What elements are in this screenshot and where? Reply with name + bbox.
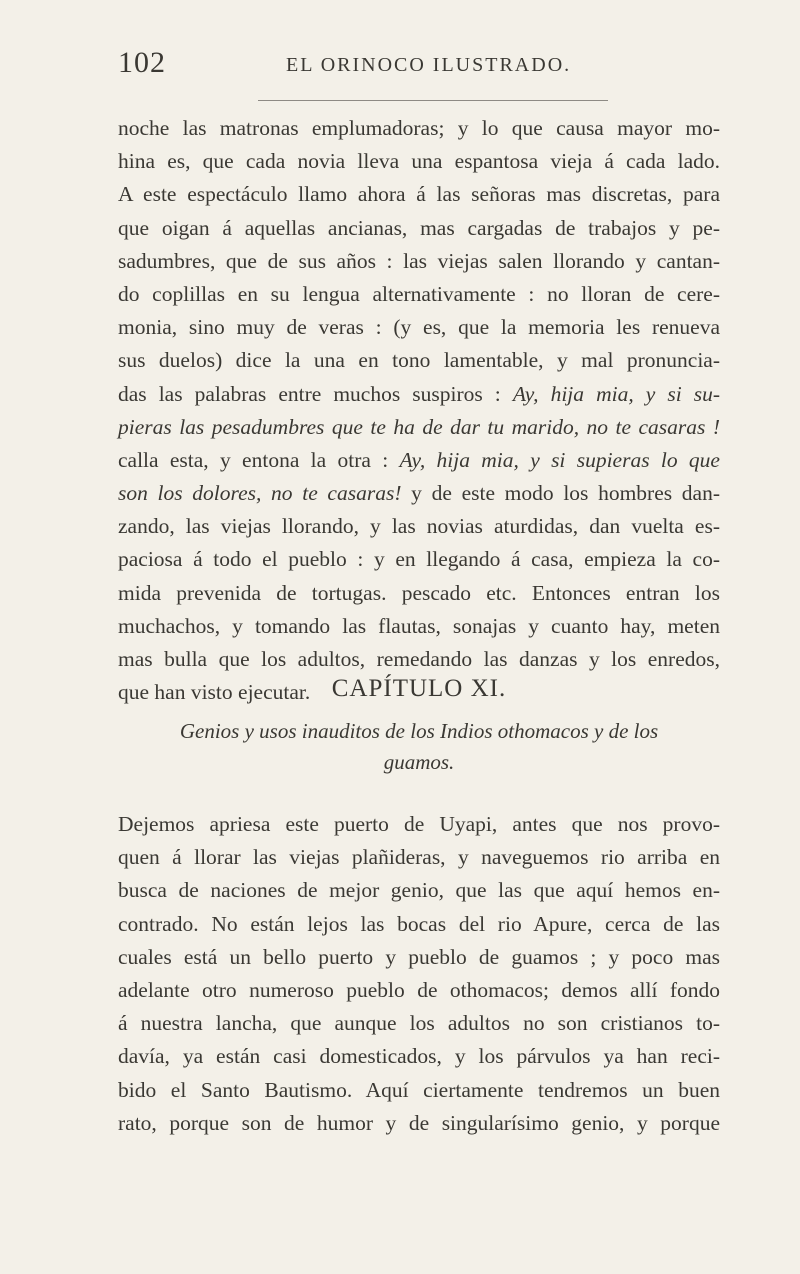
text-segment: y de este modo los hombres dan- <box>411 481 721 506</box>
text-line: monia, sino muy de veras : (y es, que la memoria les renueva <box>118 315 720 340</box>
text-line: á nuestra lancha, que aunque los adultos no son cristianos to- <box>118 1011 720 1036</box>
text-line: sadumbres, que de sus años : las viejas salen llorando y cantan- <box>118 248 720 273</box>
text-line: Dejemos apriesa este puerto de Uyapi, antes que nos provo- <box>118 812 720 836</box>
text-line: do coplillas en su lengua alternativamente : no lloran de cere- <box>118 281 720 306</box>
text-line: que han visto ejecutar. <box>118 680 311 705</box>
italic-segment: Ay, hija mia, y si su- <box>512 381 721 406</box>
text-line: mas bulla que los adultos, remedando las danzas y los enredos, <box>118 647 720 671</box>
text-line-mixed <box>118 378 720 411</box>
text-line: mida prevenida de tortugas. pescado etc. Entonces entran los <box>118 580 720 605</box>
text-line: bido el Santo Bautismo. Aquí ciertamente tendremos un buen <box>118 1077 720 1102</box>
text-line: noche las matronas emplumadoras; y lo que causa mayor mo- <box>118 116 720 140</box>
text-line: cuales está un bello puerto y pueblo de guamos ; y poco mas <box>118 944 720 969</box>
running-head: EL ORINOCO ILUSTRADO. <box>286 54 572 76</box>
page-header <box>118 46 720 86</box>
text-line: A este espectáculo llamo ahora á las señoras mas discretas, para <box>118 182 720 207</box>
italic-segment: son los dolores, no te casaras! <box>118 481 402 506</box>
text-line-mixed <box>118 444 720 477</box>
page-number: 102 <box>118 46 166 79</box>
text-line: busca de naciones de mejor genio, que las que aquí hemos en- <box>118 878 720 903</box>
text-line <box>118 411 720 444</box>
text-line: adelante otro numeroso pueblo de othomacos; demos allí fondo <box>118 977 720 1002</box>
chapter-subtitle <box>118 716 720 778</box>
text-line: muchachos, y tomando las flautas, sonajas y cuanto hay, meten <box>118 613 720 638</box>
text-line: quen á llorar las viejas plañideras, y naveguemos rio arriba en <box>118 845 720 870</box>
paragraph-1 <box>118 112 720 709</box>
text-line: davía, ya están casi domesticados, y los párvulos ya han reci- <box>118 1044 720 1069</box>
text-line: que oigan á aquellas ancianas, mas cargadas de trabajos y pe- <box>118 215 720 240</box>
italic-segment: Ay, hija mia, y si supieras lo que <box>399 447 720 472</box>
paragraph-2 <box>118 808 720 1140</box>
text-segment: calla esta, y entona la otra : <box>118 447 389 472</box>
italic-segment: pieras las pesadumbres que te ha de dar tu marido, no te casaras ! <box>118 414 720 439</box>
text-line: hina es, que cada novia lleva una espantosa vieja á cada lado. <box>118 149 720 174</box>
chapter-title: CAPÍTULO XI. <box>331 675 507 702</box>
text-line: zando, las viejas llorando, y las novias aturdidas, dan vuelta es- <box>118 514 720 539</box>
text-segment: das las palabras entre muchos suspiros : <box>118 381 501 406</box>
subtitle-line: Genios y usos inauditos de los Indios othomacos y de los <box>179 719 659 743</box>
text-line-mixed <box>118 477 720 510</box>
text-line: sus duelos) dice la una en tono lamentable, y mal pronuncia- <box>118 348 720 373</box>
subtitle-line: guamos. <box>383 750 455 774</box>
text-line: rato, porque son de humor y de singularísimo genio, y porque <box>118 1110 720 1135</box>
header-rule <box>258 100 608 101</box>
text-line: contrado. No están lejos las bocas del rio Apure, cerca de las <box>118 911 720 936</box>
text-line: paciosa á todo el pueblo : y en llegando á casa, empieza la co- <box>118 547 720 572</box>
